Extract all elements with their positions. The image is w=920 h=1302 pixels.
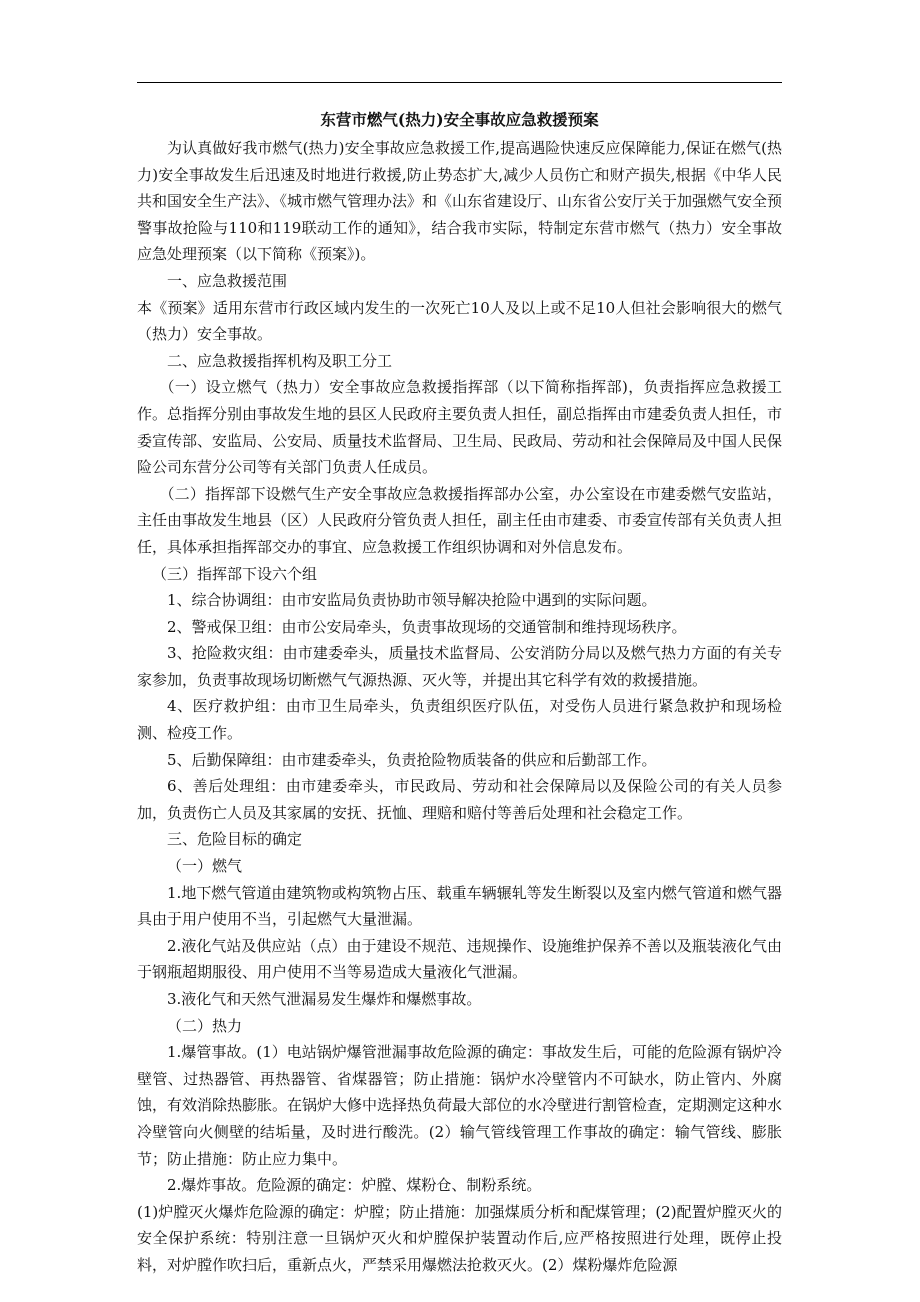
paragraph-furnace: (1)炉膛灭火爆炸危险源的确定：炉膛；防止措施：加强煤质分析和配煤管理；(2)配置炉膛灭火的安全保护系统：特别注意一旦锅炉灭火和炉膛保护装置动作后,应严格按照进行处理，既停止投料，对炉膛作吹扫后，重新点火，严禁采用爆燃法抢救灭火。(2）煤粉爆炸危险源	[137, 1202, 782, 1274]
intro-paragraph: 为认真做好我市燃气(热力)安全事故应急救援工作,提高遇险快速反应保障能力,保证在燃气(热力)安全事故发生后迅速及时地进行救援,防止势态扩大,减少人员伤亡和财产损失,根据《中华人民共和国安全生产法》、《城市燃气管理办法》和《山东省建设厅、山东省公安厅关于加强燃气安全预警事故抢险与110和119联动工作的通知》，结合我市实际，特制定东营市燃气（热力）安全事故应急处理预案（以下简称《预案》)。	[137, 139, 783, 264]
document-body	[137, 107, 782, 1279]
paragraph-command: （一）设立燃气（热力）安全事故应急救援指挥部（以下简称指挥部)，负责指挥应急救援工作。总指挥分别由事故发生地的县区人民政府主要负责人担任，副总指挥由市建委负责人担任，市委宣传部、安监局、公安局、质量技术监督局、卫生局、民政局、劳动和社会保障局及中国人民保险公司东营分公司等有关部门负责人任成员。	[137, 378, 783, 477]
subheading-heat: （二）热力	[167, 1016, 243, 1035]
list-item: 5、后勤保障组：由市建委牵头，负责抢险物质装备的供应和后勤部工作。	[167, 750, 657, 769]
document-title: 东营市燃气(热力)安全事故应急救援预案	[320, 110, 599, 129]
section-heading-2: 二、应急救援指挥机构及职工分工	[167, 351, 393, 370]
header-rule	[137, 82, 782, 83]
list-item: 3.液化气和天然气泄漏易发生爆炸和爆燃事故。	[167, 990, 482, 1008]
list-item: 1、综合协调组：由市安监局负责协助市领导解决抢险中遇到的实际问题。	[167, 591, 657, 610]
subheading-groups: （三）指挥部下设六个组	[152, 564, 318, 583]
list-item: 6、善后处理组：由市建委牵头，市民政局、劳动和社会保障局以及保险公司的有关人员参加，负责伤亡人员及其家属的安抚、抚恤、理赔和赔付等善后处理和社会稳定工作。	[137, 777, 782, 822]
list-item: 4、医疗救护组：由市卫生局牵头，负责组织医疗队伍，对受伤人员进行紧急救护和现场检测、检疫工作。	[137, 697, 782, 743]
section-heading-1: 一、应急救援范围	[167, 271, 288, 290]
paragraph-scope: 本《预案》适用东营市行政区域内发生的一次死亡10人及以上或不足10人但社会影响很大的燃气（热力）安全事故。	[137, 298, 782, 344]
section-heading-3: 三、危险目标的确定	[167, 830, 303, 849]
paragraph-office: （二）指挥部下设燃气生产安全事故应急救援指挥部办公室，办公室设在市建委燃气安监站，主任由事故发生地县（区）人民政府分管负责人担任，副主任由市建委、市委宣传部有关负责人担任，具体承担指挥部交办的事宜、应急救援工作组织协调和对外信息发布。	[137, 484, 783, 556]
list-item: 2.液化气站及供应站（点）由于建设不规范、违规操作、设施维护保养不善以及瓶装液化气由于钢瓶超期服役、用户使用不当等易造成大量液化气泄漏。	[137, 936, 782, 982]
list-item: 1.爆管事故。(1）电站锅炉爆管泄漏事故危险源的确定：事故发生后，可能的危险源有锅炉冷壁管、过热器管、再热器管、省煤器管；防止措施：锅炉水冷壁管内不可缺水，防止管内、外腐蚀，有效消除热膨胀。在锅炉大修中选择热负荷最大部位的水冷壁进行割管检查，定期测定这种水冷壁管向火侧壁的结垢量，及时进行酸洗。(2）输气管线管理工作事故的确定：输气管线、膨胀节；防止措施：防止应力集中。	[137, 1043, 783, 1168]
list-item: 2、警戒保卫组：由市公安局牵头，负责事故现场的交通管制和维持现场秩序。	[167, 617, 687, 636]
list-item: 3、抢险救灾组：由市建委牵头，质量技术监督局、公安消防分局以及燃气热力方面的有关专家参加，负责事故现场切断燃气气源热源、灭火等，并提出其它科学有效的救援措施。	[137, 644, 782, 689]
list-item: 1.地下燃气管道由建筑物或构筑物占压、载重车辆辗轧等发生断裂以及室内燃气管道和燃气器具由于用户使用不当，引起燃气大量泄漏。	[137, 883, 782, 929]
subheading-gas: （一）燃气	[167, 857, 243, 876]
list-item: 2.爆炸事故。危险源的确定：炉膛、煤粉仓、制粉系统。	[167, 1176, 542, 1195]
